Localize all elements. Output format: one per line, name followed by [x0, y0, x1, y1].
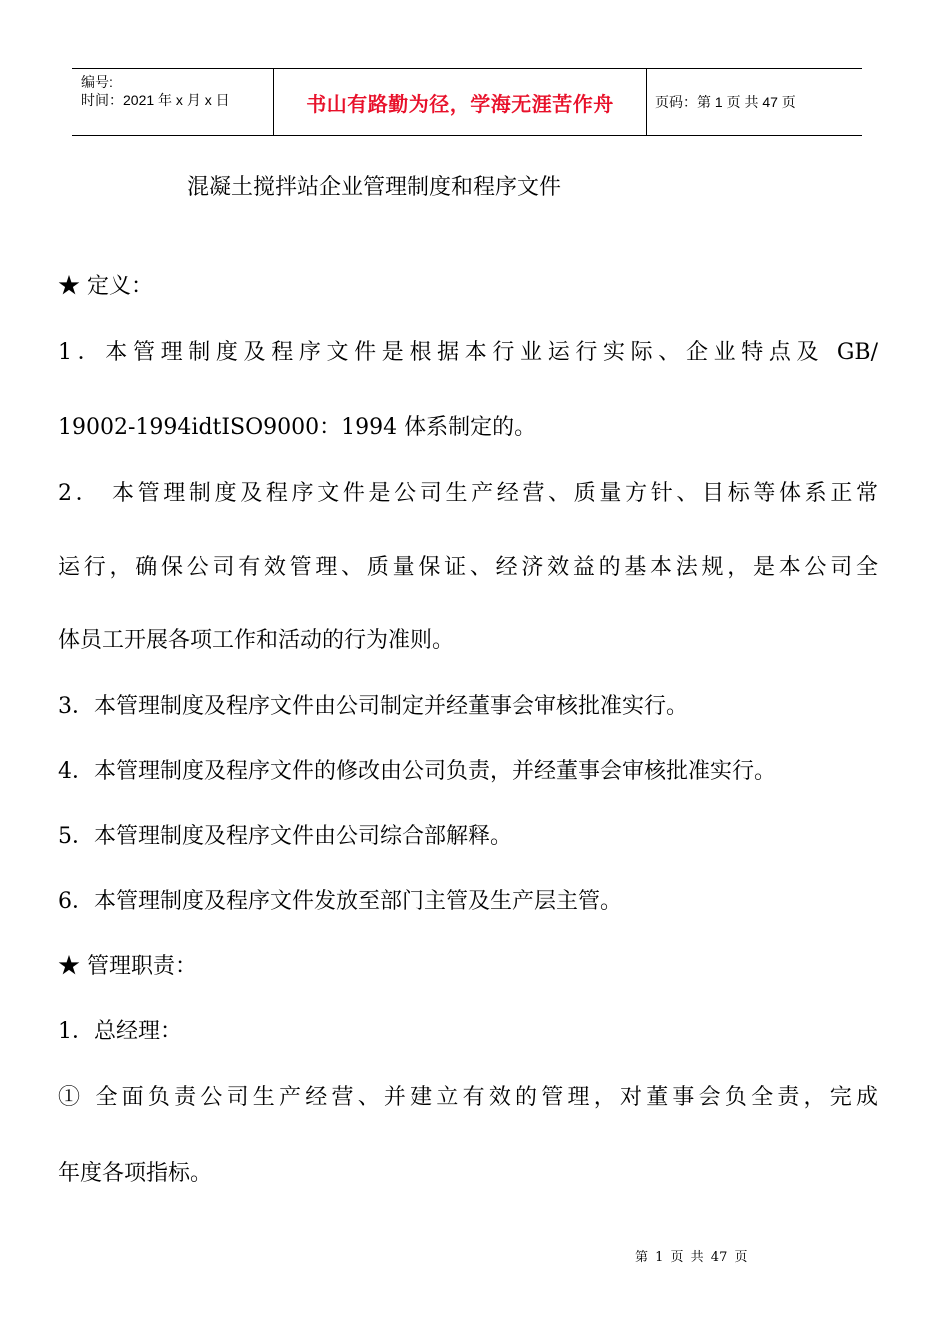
- document-title: 混凝土搅拌站企业管理制度和程序文件: [187, 175, 562, 200]
- section-heading-definition: ★ 定义：: [58, 274, 153, 299]
- document-time-label: 时间：2021 年 x 月 x 日: [81, 92, 230, 108]
- paragraph-line: 3．本管理制度及程序文件由公司制定并经董事会审核批准实行。: [58, 694, 688, 719]
- paragraph-line: 体员工开展各项工作和活动的行为准则。: [58, 628, 455, 653]
- paragraph-line: 6．本管理制度及程序文件发放至部门主管及生产层主管。: [58, 889, 622, 914]
- header-table: [72, 68, 862, 136]
- header-page-number: 页码：第 1 页 共 47 页: [655, 94, 796, 110]
- paragraph-line: 1．总经理：: [58, 1019, 182, 1044]
- page-footer: 第 1 页 共 47 页: [635, 1250, 748, 1265]
- paragraph-line: 4．本管理制度及程序文件的修改由公司负责，并经董事会审核批准实行。: [58, 759, 776, 784]
- section-heading-responsibilities: ★ 管理职责：: [58, 954, 197, 979]
- header-meta: [72, 69, 273, 135]
- paragraph-line: 2． 本管理制度及程序文件是公司生产经营、质量方针、目标等体系正常: [58, 481, 878, 506]
- paragraph-line: 运行，确保公司有效管理、质量保证、经济效益的基本法规，是本公司全: [58, 555, 878, 580]
- paragraph-line: 5．本管理制度及程序文件由公司综合部解释。: [58, 824, 512, 849]
- paragraph-line: 年度各项指标。: [58, 1161, 213, 1186]
- header-motto: 书山有路勤为径，学海无涯苦作舟: [273, 69, 647, 135]
- paragraph-line: ① 全面负责公司生产经营、并建立有效的管理，对董事会负全责，完成: [58, 1085, 878, 1110]
- paragraph-line: 1．本管理制度及程序文件是根据本行业运行实际、企业特点及 GB/: [58, 340, 878, 365]
- paragraph-line: 19002-1994idtISO9000：1994 体系制定的。: [58, 415, 537, 440]
- document-number-label: 编号:: [81, 74, 113, 90]
